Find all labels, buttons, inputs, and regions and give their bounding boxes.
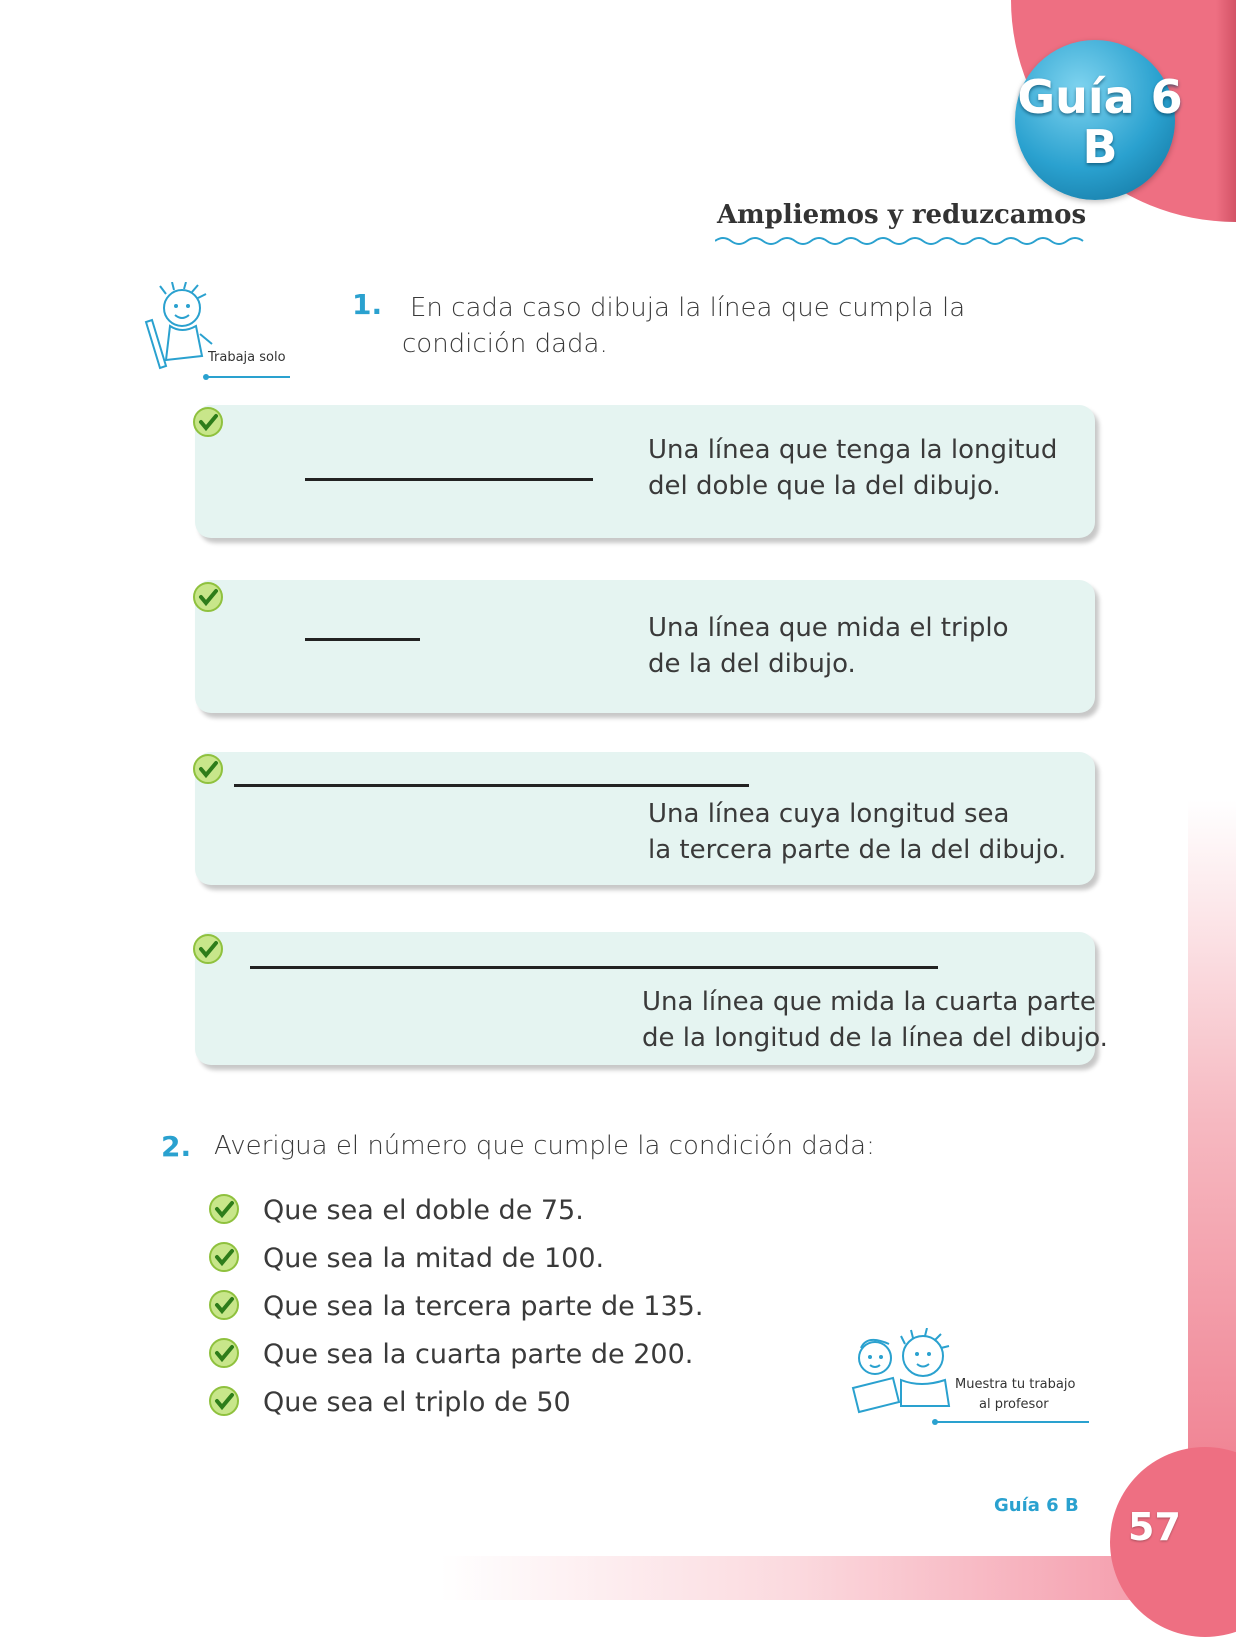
check-icon	[208, 1385, 240, 1417]
task-4-line2: de la longitud de la línea del dibujo.	[642, 1023, 1108, 1053]
exercise1-prompt-line1: En cada caso dibuja la línea que cumpla la	[410, 293, 966, 323]
task-2-line1: Una línea que mida el triplo	[648, 613, 1009, 643]
task-3-text	[648, 796, 1066, 868]
exercise1-number: 1.	[352, 288, 383, 321]
check-icon	[192, 933, 224, 965]
guide-letter: B	[1082, 120, 1118, 174]
check-icon	[192, 753, 224, 785]
guide-title: Guía 6	[1017, 70, 1183, 124]
footer-guide-label: Guía 6 B	[994, 1495, 1079, 1516]
check-icon	[192, 406, 224, 438]
item-text: Que sea el doble de 75.	[263, 1195, 584, 1226]
exercise1-prompt-line2: condición dada.	[402, 329, 608, 359]
check-icon	[192, 581, 224, 613]
item-text: Que sea la tercera parte de 135.	[263, 1291, 704, 1322]
check-icon	[208, 1337, 240, 1369]
show-work-underline-icon	[931, 1417, 1091, 1427]
task-3-line2: la tercera parte de la del dibujo.	[648, 835, 1067, 865]
exercise2-prompt: Averigua el número que cumple la condición dada:	[214, 1131, 875, 1161]
task-3-line1: Una línea cuya longitud sea	[648, 799, 1010, 829]
kid-with-pencil-icon	[140, 282, 220, 382]
drawing-line[interactable]	[234, 784, 749, 787]
task-4-text	[642, 984, 1108, 1056]
kids-reading-icon	[845, 1328, 965, 1418]
task-4-line1: Una línea que mida la cuarta parte	[642, 987, 1096, 1017]
show-work-label-line1: Muestra tu trabajo	[955, 1377, 1076, 1392]
check-icon	[208, 1193, 240, 1225]
exercise2-number: 2.	[161, 1130, 192, 1163]
task-2-line2: de la del dibujo.	[648, 649, 856, 679]
section-title: Ampliemos y reduzcamos	[717, 200, 1087, 230]
drawing-line[interactable]	[250, 966, 938, 969]
drawing-line[interactable]	[305, 478, 593, 481]
solo-label: Trabaja solo	[208, 350, 286, 365]
item-text: Que sea el triplo de 50	[263, 1387, 571, 1418]
wave-underline-icon	[715, 234, 1085, 248]
item-text: Que sea la cuarta parte de 200.	[263, 1339, 694, 1370]
check-icon	[208, 1289, 240, 1321]
solo-underline-icon	[202, 372, 292, 382]
page-number: 57	[1128, 1505, 1181, 1549]
task-1-line1: Una línea que tenga la longitud	[648, 435, 1058, 465]
guide-badge	[1005, 72, 1195, 172]
task-2-text	[648, 610, 1009, 682]
item-text: Que sea la mitad de 100.	[263, 1243, 605, 1274]
task-1-text	[648, 432, 1057, 504]
show-work-label-line2: al profesor	[979, 1397, 1049, 1412]
check-icon	[208, 1241, 240, 1273]
drawing-line[interactable]	[305, 638, 420, 641]
task-1-line2: del doble que la del dibujo.	[648, 471, 1001, 501]
